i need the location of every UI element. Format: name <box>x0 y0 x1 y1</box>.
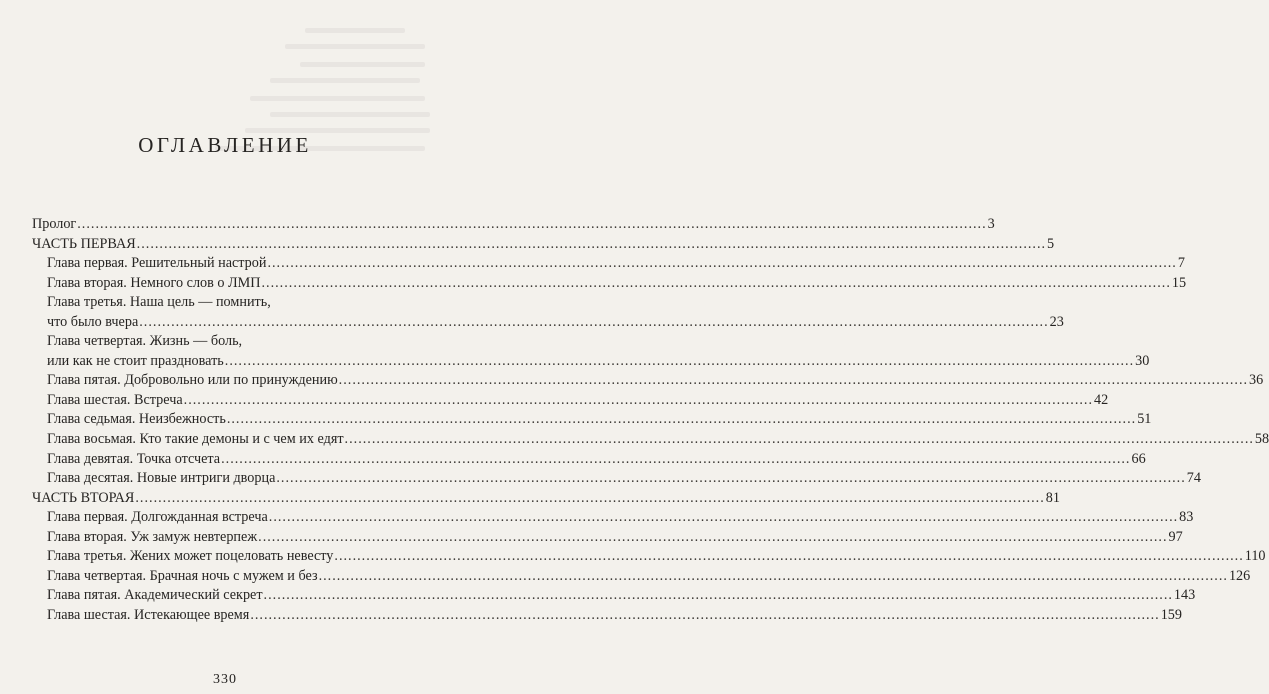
toc-entry-page: 58 <box>1254 431 1269 448</box>
dot-leader: ........................................................................................................................................................................................................ <box>136 235 1047 252</box>
toc-entry-title: ЧАСТЬ ВТОРАЯ <box>32 489 135 506</box>
dot-leader: ........................................................................................................................................................................................................ <box>261 274 1171 291</box>
dot-leader: ........................................................................................................................................................................................................ <box>334 548 1244 565</box>
dot-leader: ........................................................................................................................................................................................................ <box>344 431 1254 448</box>
toc-entry-title: Глава седьмая. Неизбежность <box>47 411 226 428</box>
toc-entry-page: 51 <box>1137 411 1152 428</box>
page-number: 330 <box>213 672 237 687</box>
toc-entry-page: 81 <box>1045 489 1060 506</box>
table-of-contents <box>32 215 1269 625</box>
toc-entry <box>32 410 1152 430</box>
dot-leader: ........................................................................................................................................................................................................ <box>276 470 1186 487</box>
dot-leader: ........................................................................................................................................................................................................ <box>135 489 1045 506</box>
toc-entry <box>32 391 1109 411</box>
toc-entry <box>32 274 1187 294</box>
toc-entry <box>32 430 1269 450</box>
page-title: ОГЛАВЛЕНИЕ <box>138 133 312 157</box>
toc-entry-page: 42 <box>1094 391 1109 408</box>
toc-entry-page: 126 <box>1228 567 1251 584</box>
toc-entry-title: Глава первая. Долгожданная встреча <box>47 509 268 526</box>
toc-entry-title: или как не стоит праздновать <box>47 352 224 369</box>
toc-entry <box>32 508 1194 528</box>
toc-entry-page: 74 <box>1186 470 1201 487</box>
toc-entry-title: Глава вторая. Немного слов о ЛМП <box>47 274 261 291</box>
toc-entry <box>32 567 1251 587</box>
toc-entry-title: Глава шестая. Истекающее время <box>47 606 250 623</box>
toc-entry-title: Глава третья. Жених может поцеловать невесту <box>47 548 334 565</box>
toc-entry-page: 5 <box>1047 235 1055 252</box>
toc-entry-page: 30 <box>1135 352 1150 369</box>
toc-entry-title: что было вчера <box>47 313 139 330</box>
toc-entry-page: 159 <box>1160 606 1182 623</box>
toc-entry <box>32 293 418 313</box>
toc-entry-page: 110 <box>1244 548 1266 565</box>
dot-leader: ........................................................................................................................................................................................................ <box>263 587 1173 604</box>
toc-entry-title: Глава восьмая. Кто такие демоны и с чем их едят <box>47 431 344 448</box>
dot-leader: ........................................................................................................................................................................................................ <box>139 313 1049 330</box>
dot-leader: ........................................................................................................................................................................................................ <box>224 352 1135 369</box>
toc-entry-page: 143 <box>1173 587 1196 604</box>
dot-leader: ........................................................................................................................................................................................................ <box>318 567 1228 584</box>
dot-leader: ........................................................................................................................................................................................................ <box>268 509 1179 526</box>
toc-entry <box>32 235 1055 255</box>
dot-leader: ........................................................................................................................................................................................................ <box>183 391 1094 408</box>
dot-leader: ........................................................................................................................................................................................................ <box>258 528 1168 545</box>
toc-entry-page: 3 <box>987 216 995 232</box>
toc-entry-title: Глава четвертая. Брачная ночь с мужем и без <box>47 567 318 584</box>
toc-entry-title: Глава пятая. Академический секрет <box>47 587 263 604</box>
toc-entry-title: Пролог <box>32 216 77 232</box>
toc-entry-title: Глава третья. Наша цель — помнить, <box>47 294 271 311</box>
toc-entry <box>32 606 1182 626</box>
toc-entry-title: Глава девятая. Точка отсчета <box>47 450 221 467</box>
toc-entry <box>32 489 1060 509</box>
dot-leader: ........................................................................................................................................................................................................ <box>250 606 1160 623</box>
toc-entry-page: 97 <box>1168 528 1183 545</box>
toc-entry <box>32 528 1183 548</box>
toc-entry-page: 66 <box>1131 450 1146 467</box>
toc-entry-page: 7 <box>1177 255 1185 272</box>
toc-entry <box>32 469 1201 489</box>
toc-entry <box>32 215 995 235</box>
toc-entry <box>32 332 418 352</box>
toc-entry-page: 36 <box>1249 372 1264 389</box>
toc-entry-title: ЧАСТЬ ПЕРВАЯ <box>32 235 136 252</box>
toc-entry-title: Глава вторая. Уж замуж невтерпеж <box>47 528 258 545</box>
toc-entry <box>32 352 1150 372</box>
dot-leader: ........................................................................................................................................................................................................ <box>226 411 1137 428</box>
dot-leader: ........................................................................................................................................................................................................ <box>267 255 1177 272</box>
toc-entry <box>32 313 1064 333</box>
toc-entry-title: Глава первая. Решительный настрой <box>47 255 267 272</box>
toc-entry-title: Глава четвертая. Жизнь — боль, <box>47 333 243 350</box>
dot-leader: ........................................................................................................................................................................................................ <box>221 450 1131 467</box>
toc-entry-page: 23 <box>1049 313 1064 330</box>
toc-entry <box>32 254 1185 274</box>
toc-entry-page: 83 <box>1179 509 1194 526</box>
toc-entry <box>32 586 1196 606</box>
toc-entry-title: Глава шестая. Встреча <box>47 391 183 408</box>
dot-leader: ........................................................................................................................................................................................................ <box>77 216 987 232</box>
toc-entry <box>32 450 1146 470</box>
toc-entry-title: Глава десятая. Новые интриги дворца <box>47 470 276 487</box>
toc-entry-title: Глава пятая. Добровольно или по принуждению <box>47 372 338 389</box>
toc-entry <box>32 547 1266 567</box>
toc-entry-page: 15 <box>1171 274 1187 291</box>
toc-entry <box>32 371 1264 391</box>
dot-leader: ........................................................................................................................................................................................................ <box>338 372 1249 389</box>
